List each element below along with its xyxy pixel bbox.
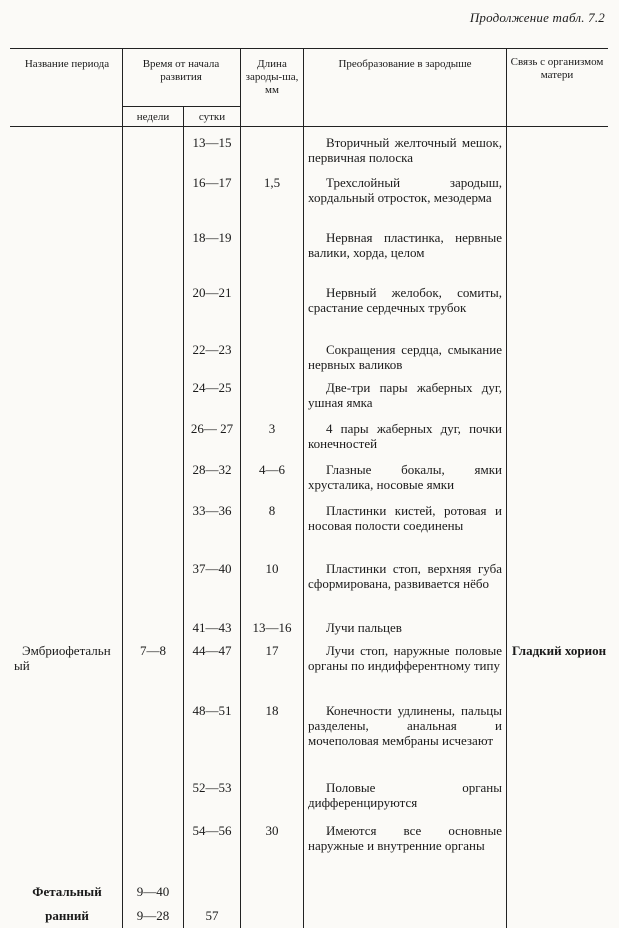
days-early: 57 xyxy=(205,908,219,923)
transform-cell: 4 пары жаберных дуг, почки конечностей xyxy=(308,421,502,451)
weeks-early: 9—28 xyxy=(136,908,170,923)
transform-cell: Пластинки стоп, верхняя губа сформирована, развивается нёбо xyxy=(308,561,502,591)
header-weeks: недели xyxy=(136,111,170,123)
weeks-embryofetal: 7—8 xyxy=(140,643,166,658)
length-cell: 3 xyxy=(268,421,276,436)
transform-cell: Трехслойный зародыш, хордальный отросток, мезодерма xyxy=(308,175,502,205)
subheader-rule xyxy=(122,106,240,107)
days-cell: 41—43 xyxy=(192,620,232,635)
transform-cell: Имеются все основные наружные и внутренние органы xyxy=(308,823,502,853)
length-cell: 8 xyxy=(268,503,276,518)
table-top-rule xyxy=(10,48,608,49)
days-cell: 33—36 xyxy=(192,503,232,518)
transform-cell: Две-три пары жаберных дуг, ушная ямка xyxy=(308,380,502,410)
col-rule-4 xyxy=(303,48,304,928)
period-early: ранний xyxy=(45,908,89,923)
header-transform: Преобразование в зародыше xyxy=(338,58,472,70)
transform-cell: Лучи стоп, наружные половые органы по индифферентному типу xyxy=(308,643,502,673)
header-days: сутки xyxy=(198,111,226,123)
days-cell: 37—40 xyxy=(192,561,232,576)
transform-cell: Нервный желобок, сомиты, срастание сердечных трубок xyxy=(308,285,502,315)
days-cell: 22—23 xyxy=(192,342,232,357)
header-bottom-rule xyxy=(10,126,608,127)
length-cell: 10 xyxy=(265,561,279,576)
length-cell: 1,5 xyxy=(263,175,281,190)
transform-cell: Половые органы дифференцируются xyxy=(308,780,502,810)
transform-cell: Лучи пальцев xyxy=(326,620,402,635)
transform-cell: Вторичный желточный мешок, первичная полоска xyxy=(308,135,502,165)
days-cell: 54—56 xyxy=(192,823,232,838)
period-fetal: Фетальный xyxy=(32,884,102,899)
header-period: Название периода xyxy=(24,58,110,70)
col-rule-5 xyxy=(506,48,507,928)
length-cell: 13—16 xyxy=(252,620,292,635)
length-cell: 17 xyxy=(265,643,279,658)
length-cell: 4—6 xyxy=(259,462,285,477)
table-caption: Продолжение табл. 7.2 xyxy=(469,10,605,25)
period-embryofetal: Эмбриофетальный xyxy=(14,643,111,673)
days-cell: 26— 27 xyxy=(190,421,234,436)
days-cell: 52—53 xyxy=(192,780,232,795)
length-cell: 30 xyxy=(265,823,279,838)
days-cell: 18—19 xyxy=(192,230,232,245)
days-cell: 24—25 xyxy=(192,380,232,395)
transform-cell: Конечности удлинены, пальцы разделены, анальная и мочеполовая мембраны исчезают xyxy=(308,703,502,748)
days-cell: 28—32 xyxy=(192,462,232,477)
days-cell: 48—51 xyxy=(192,703,232,718)
transform-cell: Нервная пластинка, нервные валики, хорда, целом xyxy=(308,230,502,260)
days-cell: 44—47 xyxy=(192,643,232,658)
length-cell: 18 xyxy=(265,703,279,718)
days-cell: 13—15 xyxy=(192,135,232,150)
header-link: Связь с организмом матери xyxy=(510,56,604,81)
days-cell: 16—17 xyxy=(192,175,232,190)
days-cell: 20—21 xyxy=(192,285,232,300)
transform-cell: Пластинки кистей, ротовая и носовая полости соединены xyxy=(308,503,502,533)
transform-cell: Глазные бокалы, ямки хрусталика, носовые ямки xyxy=(308,462,502,492)
maternal-link-embryofetal: Гладкий хорион xyxy=(512,643,607,658)
col-rule-1 xyxy=(122,48,123,928)
weeks-fetal: 9—40 xyxy=(136,884,170,899)
header-time: Время от начала развития xyxy=(142,58,220,83)
header-length: Длина зароды-ша, мм xyxy=(245,58,299,96)
transform-cell: Сокращения сердца, смыкание нервных валиков xyxy=(308,342,502,372)
